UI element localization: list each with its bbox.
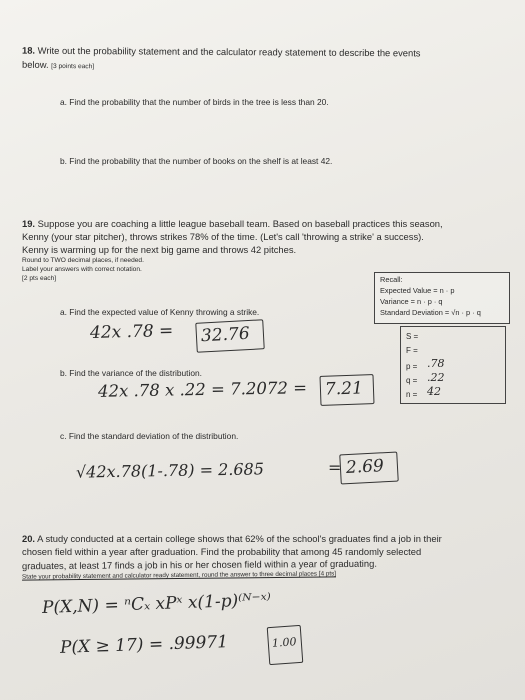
recall-title: Recall: — [380, 275, 403, 284]
q18-number: 18. — [21, 44, 36, 56]
q19-c-work: √42x.78(1-.78) = 2.685 — [75, 459, 265, 482]
q20-formula: P(X,N) = ⁿCₓ xPˣ x(1-p)⁽ᴺ⁻ˣ⁾ — [41, 590, 272, 618]
recall-expected: Expected Value = n · p — [380, 286, 455, 295]
q20-text: A study conducted at a certain college shows that 62% of the school's graduates find a job in their — [37, 533, 442, 544]
q20-line2: chosen field within a year after graduation. Find the probability that among 45 randomly selected — [22, 546, 422, 557]
var-q-value: .22 — [427, 371, 445, 384]
q18-text-2: below. — [21, 58, 49, 70]
q20-instructions: State your probability statement and calculator ready statement, round the answer to three decimal places [4 pts] — [21, 570, 336, 581]
var-s: S = — [406, 332, 419, 341]
q19-line1 — [22, 218, 443, 230]
q19-part-c: c. Find the standard deviation of the distribution. — [60, 431, 239, 441]
q19-a-answer: 32.76 — [200, 323, 251, 347]
q20-probability: P(X ≥ 17) = .99971 — [59, 632, 229, 658]
var-p: p = — [406, 362, 418, 371]
variables-box — [400, 326, 506, 404]
q18-line2 — [22, 59, 94, 72]
q19-note-points: [2 pts each] — [22, 275, 57, 282]
q19-a-work: 42x .78 = — [89, 320, 174, 344]
q18-part-a: a. Find the probability that the number of birds in the tree is less than 20. — [60, 97, 329, 107]
q19-note-round: Round to TWO decimal places, if needed. — [22, 257, 144, 264]
q19-part-b: b. Find the variance of the distribution. — [60, 368, 202, 378]
q18-points: [3 points each] — [51, 62, 95, 71]
q19-b-work: 42x .78 x .22 = 7.2072 = — [97, 378, 308, 401]
q20-line1 — [22, 533, 442, 545]
recall-variance: Variance = n · p · q — [380, 297, 443, 306]
var-q: q = — [406, 376, 418, 385]
q19-c-equals: = — [328, 458, 342, 477]
var-n-value: 42 — [427, 385, 441, 398]
q19-note-label: Label your answers with correct notation. — [22, 266, 142, 273]
q20-answer: 1.00 — [271, 635, 297, 650]
q19-line2: Kenny (your star pitcher), throws strikes 78% of the time. (Let's call 'throwing a strike' a success). — [22, 231, 424, 242]
q19-line3: Kenny is warming up for the next big game and throws 42 pitches. — [22, 244, 297, 255]
q18-line1 — [22, 45, 421, 60]
q19-number: 19. — [22, 218, 36, 229]
q19-b-answer: 7.21 — [324, 378, 364, 400]
var-p-value: .78 — [427, 357, 445, 370]
q19-text: Suppose you are coaching a little league baseball team. Based on baseball practices this season, — [37, 218, 443, 229]
q20-line3: graduates, at least 17 finds a job in his or her chosen field within a year of graduating. — [21, 557, 377, 572]
recall-sd: Standard Deviation = √n · p · q — [380, 308, 481, 317]
var-f: F = — [406, 346, 418, 355]
q18-text: Write out the probability statement and the calculator ready statement to describe the events — [37, 44, 421, 59]
q18-part-b: b. Find the probability that the number of books on the shelf is at least 42. — [60, 156, 333, 166]
q19-part-a: a. Find the expected value of Kenny throwing a strike. — [60, 307, 260, 317]
q19-c-answer: 2.69 — [345, 456, 385, 478]
recall-box — [374, 272, 510, 324]
q20-number: 20. — [22, 533, 36, 544]
var-n: n = — [406, 390, 418, 399]
